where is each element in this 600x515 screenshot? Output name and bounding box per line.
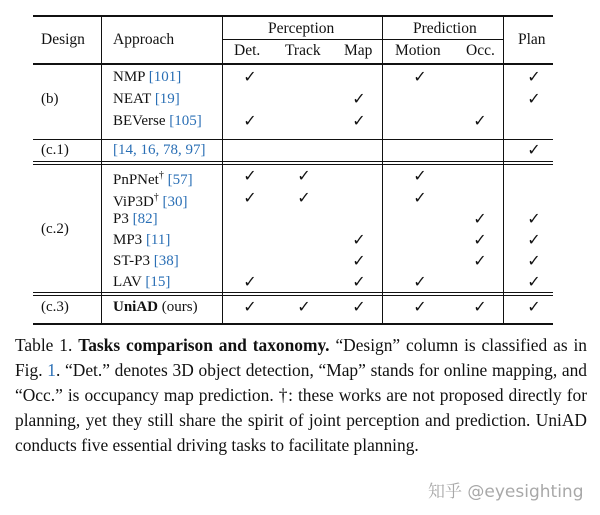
header-perception: Perception [268,20,335,37]
check-track: ✓ [297,297,311,316]
design-label: (c.2) [41,221,69,237]
check-plan: ✓ [527,251,541,270]
rule-c2-top [33,292,553,293]
citation-link[interactable]: [11] [145,232,171,248]
dagger-mark: † [153,192,159,203]
approach-cell [113,189,188,211]
approach-cell [113,112,202,130]
check-map: ✓ [352,272,366,291]
check-plan: ✓ [527,140,541,159]
rule-c1-top [33,161,553,162]
caption-fig-ref[interactable]: 1 [47,360,56,380]
citation-link[interactable]: [15] [145,274,171,290]
approach-cell [113,231,170,249]
check-motion: ✓ [413,188,427,207]
header-approach: Approach [113,31,175,48]
caption-title: Tasks comparison and taxonomy. [78,335,330,355]
caption-body-1: “Design” column is classified as in Fig. [15,335,587,380]
check-det: ✓ [243,188,257,207]
approach-cell [113,68,181,86]
header-motion: Motion [395,42,441,59]
dagger-mark: † [158,170,164,181]
approach-name: ViP3D [113,194,154,210]
design-label: (b) [41,91,59,107]
rule-prediction-sub [382,39,503,40]
check-track: ✓ [297,188,311,207]
check-motion: ✓ [413,67,427,86]
check-plan: ✓ [527,209,541,228]
check-motion: ✓ [413,297,427,316]
rule-c1-bottom [33,164,553,165]
approach-cell [113,273,170,291]
column-separator [101,15,102,323]
approach-cell [113,141,206,159]
check-occ: ✓ [473,297,487,316]
caption-body-2: . “Det.” denotes 3D object detection, “Map” stands for online mapping, and “Occ.” is occupancy map prediction. †: these works are not proposed directly for planning, yet they still share the spirit of joint perception and prediction. UniAD conducts five essential driving tasks to facilitate planning. [15,360,587,455]
approach-name: P3 [113,211,129,227]
check-plan: ✓ [527,230,541,249]
approach-cell [113,90,180,108]
taxonomy-table [33,15,553,325]
table-caption [15,333,587,458]
header-design: Design [41,31,85,48]
rule-top [33,15,553,17]
check-det: ✓ [243,272,257,291]
approach-cell [113,210,158,228]
citation-link[interactable]: [82] [132,211,158,227]
rule-header [33,63,553,65]
column-separator [382,15,383,323]
approach-name: BEVerse [113,113,166,129]
approach-name: NMP [113,69,145,85]
citation-link[interactable]: [14, 16, 78, 97] [113,142,206,158]
check-occ: ✓ [473,251,487,270]
check-map: ✓ [352,230,366,249]
check-occ: ✓ [473,111,487,130]
header-prediction: Prediction [413,20,477,37]
check-plan: ✓ [527,297,541,316]
column-separator [503,15,504,323]
approach-name: PnPNet [113,172,159,188]
approach-suffix: (ours) [161,299,198,315]
check-motion: ✓ [413,272,427,291]
check-map: ✓ [352,297,366,316]
check-plan: ✓ [527,272,541,291]
check-plan: ✓ [527,67,541,86]
check-map: ✓ [352,89,366,108]
citation-link[interactable]: [57] [167,172,193,188]
check-map: ✓ [352,251,366,270]
check-motion: ✓ [413,166,427,185]
check-plan: ✓ [527,89,541,108]
approach-name: UniAD [113,299,159,315]
check-det: ✓ [243,111,257,130]
approach-name: LAV [113,274,142,290]
check-det: ✓ [243,67,257,86]
check-det: ✓ [243,166,257,185]
header-det: Det. [234,42,261,59]
check-occ: ✓ [473,230,487,249]
approach-name: MP3 [113,232,143,248]
check-occ: ✓ [473,209,487,228]
citation-link[interactable]: [38] [153,253,179,269]
column-separator [222,15,223,323]
approach-name: NEAT [113,91,152,107]
header-occ: Occ. [466,42,495,59]
approach-cell [113,298,198,316]
rule-bottom [33,323,553,325]
design-label: (c.3) [41,299,69,315]
approach-cell [113,167,193,189]
check-det: ✓ [243,297,257,316]
check-map: ✓ [352,111,366,130]
check-track: ✓ [297,166,311,185]
header-track: Track [285,42,321,59]
citation-link[interactable]: [19] [154,91,180,107]
rule-c2-bottom [33,295,553,296]
citation-link[interactable]: [101] [148,69,182,85]
design-label: (c.1) [41,142,69,158]
approach-name: ST-P3 [113,253,150,269]
header-plan: Plan [518,31,546,48]
citation-link[interactable]: [30] [162,194,188,210]
rule-b [33,139,553,140]
rule-perception-sub [222,39,382,40]
citation-link[interactable]: [105] [169,113,202,129]
approach-cell [113,252,179,270]
caption-label: Table 1. [15,335,73,355]
watermark: 知乎 @eyesighting [428,482,584,502]
header-map: Map [344,42,373,59]
